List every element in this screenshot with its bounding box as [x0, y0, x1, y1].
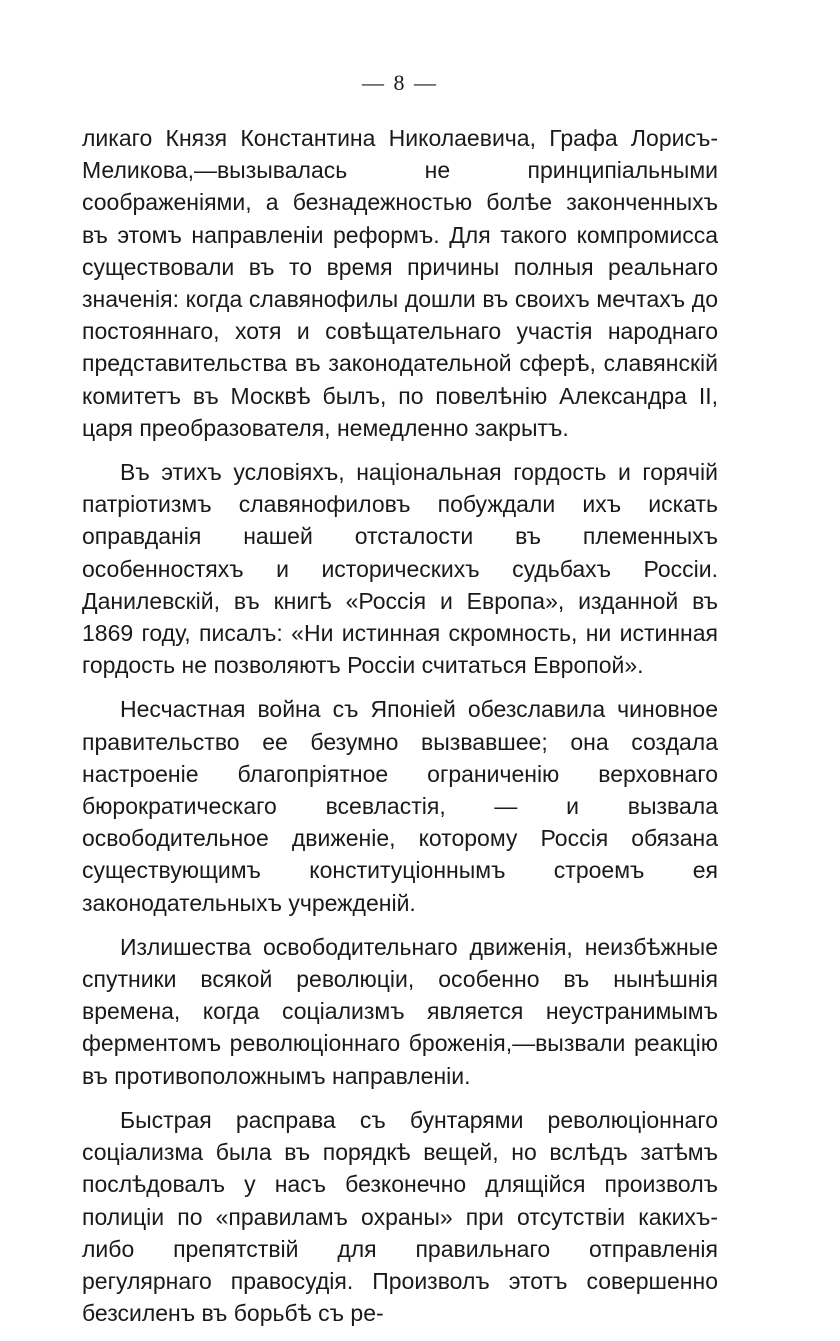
paragraph-1: ликаго Князя Константина Николаевича, Графа Лорисъ-Меликова,—вызывалась не принципіальными соображеніями, а безнадежностью болѣе законченныхъ въ этомъ направленіи реформъ. Для такого компромисса существовали въ то время причины полныя реальнаго значенія: когда славянофилы дошли въ своихъ мечтахъ до постояннаго, хотя и совѣщательнаго участія народнаго представительства въ законодательной сферѣ, славянскій комитетъ въ Москвѣ былъ, по повелѣнію Александра II, царя преобразователя, немедленно закрытъ. — [82, 125, 718, 441]
paragraph-5: Быстрая расправа съ бунтарями революціоннаго соціализма была въ порядкѣ вещей, но вслѣдъ затѣмъ послѣдовалъ у насъ безконечно длящійся произволъ полиціи по «правиламъ охраны» при отсутствіи какихъ-либо препятствій для правильнаго отправленія регулярнаго правосудія. Произволъ этотъ совершенно безсиленъ въ борьбѣ съ ре- — [82, 1106, 718, 1327]
paragraph-2: Въ этихъ условіяхъ, національная гордость и горячій патріотизмъ славянофиловъ побуждали ихъ искать оправданія нашей отсталости въ племенныхъ особенностяхъ и историческихъ судьбахъ Россіи. Данилевскій, въ книгѣ «Россія и Европа», изданной въ 1869 году, писалъ: «Ни истинная скромность, ни истинная гордость не позволяютъ Россіи считаться Европой». — [82, 459, 718, 679]
document-page — [82, 70, 718, 1341]
paragraph-4: Излишества освободительнаго движенія, неизбѣжные спутники всякой революціи, особенно въ нынѣшнія времена, когда соціализмъ является неустранимымъ ферментомъ революціоннаго броженія,—вызвали реакцію въ противоположнымъ направленіи. — [82, 933, 718, 1089]
paragraph-3: Несчастная война съ Японіей обезславила чиновное правительство ее безумно вызвавшее; она создала настроеніе благопріятное ограниченію верховнаго бюрократическаго всевластія, — и вызвала освободительное движеніе, которому Россія обязана существующимъ конституціоннымъ строемъ ея законодательныхъ учрежденій. — [82, 696, 718, 916]
page-number: — 8 — — [362, 70, 438, 95]
